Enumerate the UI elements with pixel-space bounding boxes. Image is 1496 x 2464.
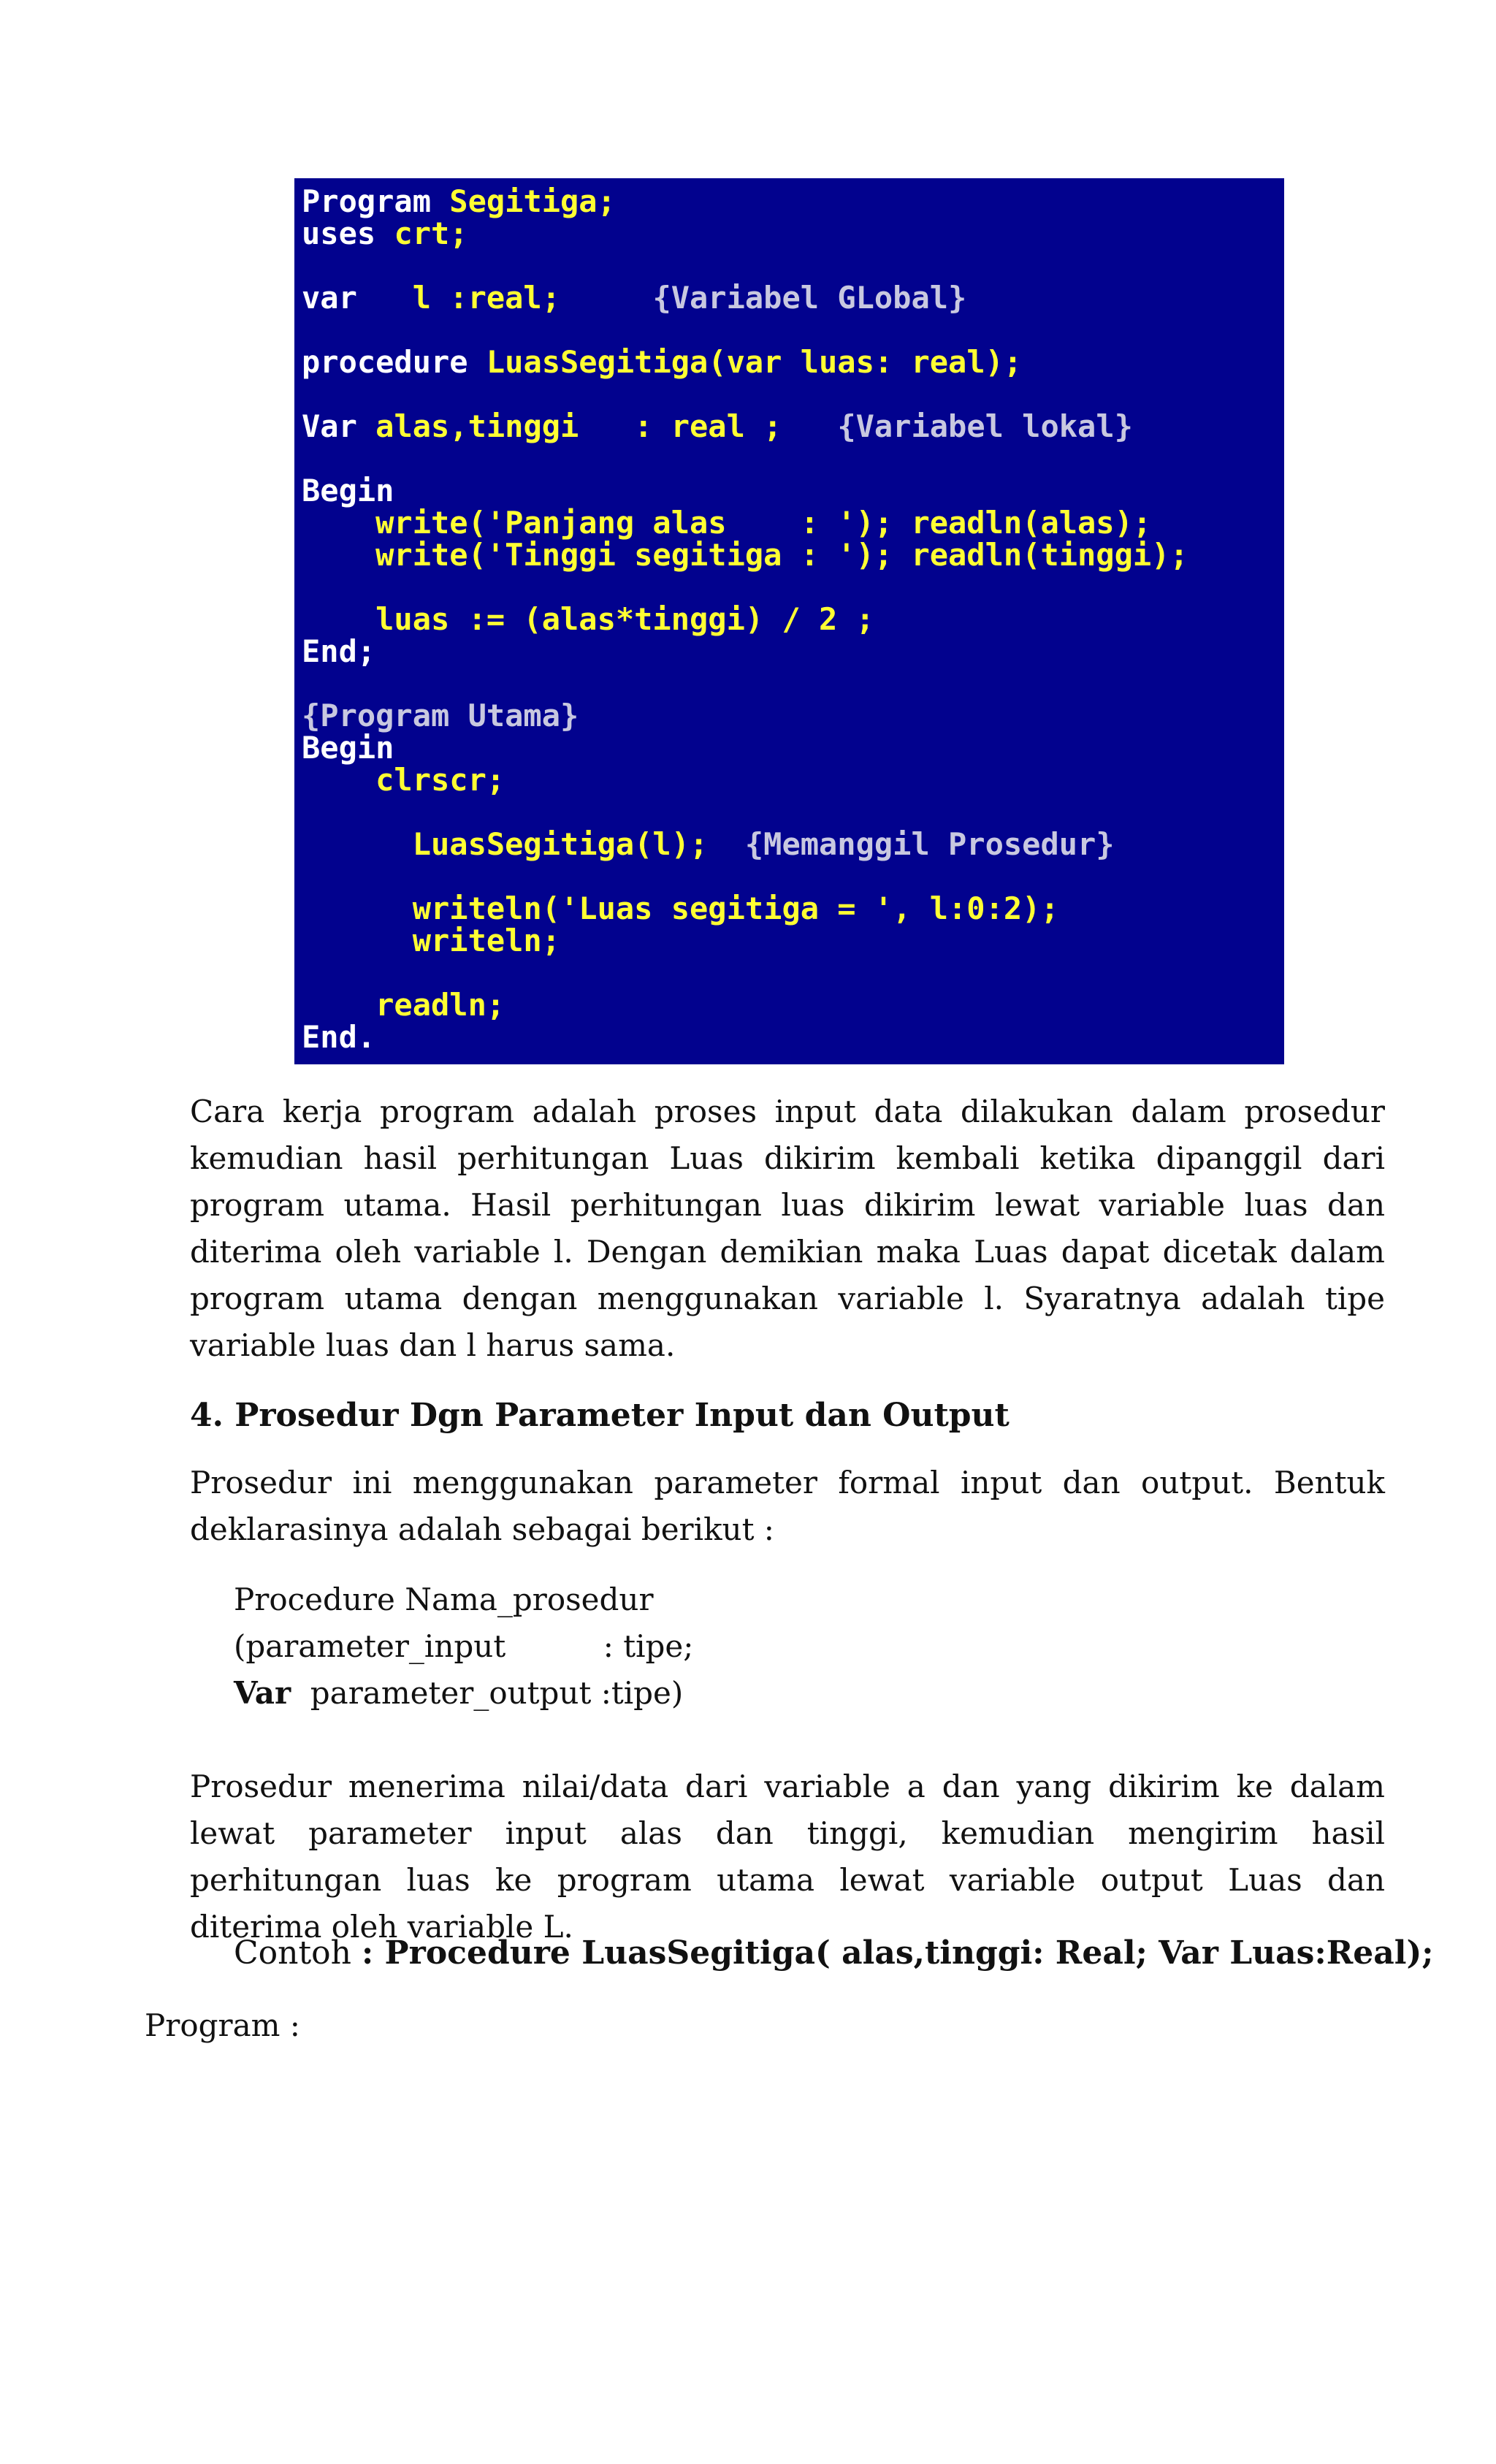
code-identifier: clrscr; xyxy=(302,762,505,798)
code-identifier: readln; xyxy=(302,987,505,1023)
code-keyword: Begin xyxy=(302,473,394,508)
code-line xyxy=(302,601,874,637)
code-identifier: alas,tinggi : real ; xyxy=(375,408,838,444)
code-line xyxy=(302,183,616,219)
code-identifier: l :real; xyxy=(412,280,653,316)
declaration-line-2: (parameter_input : tipe; xyxy=(234,1628,694,1664)
code-line xyxy=(302,730,394,766)
code-keyword: Begin xyxy=(302,730,394,766)
code-comment: {Variabel lokal} xyxy=(837,408,1133,444)
code-line xyxy=(302,698,579,733)
code-keyword: var xyxy=(302,280,413,316)
example-code: : Procedure LuasSegitiga( alas,tinggi: Real; Var Luas:Real); xyxy=(362,1934,1434,1972)
code-line xyxy=(302,762,505,798)
paragraph-description: Prosedur menerima nilai/data dari variable a dan yang dikirim ke dalam lewat parameter input alas dan tinggi, kemudian mengirim hasil perhitungan luas ke program utama lewat variable output Luas dan diterima oleh variable L. xyxy=(190,1769,1385,1945)
code-line xyxy=(302,987,505,1023)
code-line xyxy=(302,344,1022,380)
code-line xyxy=(302,215,468,251)
var-keyword: Var xyxy=(234,1675,291,1711)
declaration-line-3 xyxy=(234,1670,693,1717)
code-identifier: LuasSegitiga(l); xyxy=(302,826,745,862)
code-keyword: uses xyxy=(302,215,394,251)
code-keyword: procedure xyxy=(302,344,486,380)
example-label: Contoh xyxy=(234,1934,362,1972)
code-identifier: Segitiga; xyxy=(449,183,616,219)
code-comment: {Program Utama} xyxy=(302,698,579,733)
code-line xyxy=(302,1019,375,1055)
code-line xyxy=(302,633,375,669)
code-comment: {Memanggil Prosedur} xyxy=(744,826,1115,862)
code-line xyxy=(302,890,1059,926)
code-listing xyxy=(302,183,1284,1055)
code-comment: {Variabel GLobal} xyxy=(652,280,967,316)
procedure-declaration xyxy=(234,1576,693,1717)
code-screenshot xyxy=(294,178,1284,1064)
code-keyword: End. xyxy=(302,1019,376,1055)
code-identifier: writeln; xyxy=(302,923,561,958)
code-identifier: crt; xyxy=(394,215,468,251)
example-line xyxy=(234,1934,1434,1972)
code-keyword: End; xyxy=(302,633,376,669)
code-identifier: luas := (alas*tinggi) / 2 ; xyxy=(302,601,874,637)
code-line xyxy=(302,408,1133,444)
code-keyword: Var xyxy=(302,408,376,444)
code-line xyxy=(302,505,1151,541)
code-line xyxy=(302,473,394,508)
section-heading: 4. Prosedur Dgn Parameter Input dan Output xyxy=(190,1397,1010,1434)
code-identifier: writeln('Luas segitiga = ', l:0:2); xyxy=(302,890,1059,926)
code-line xyxy=(302,923,560,958)
code-line xyxy=(302,280,966,316)
code-identifier: LuasSegitiga(var luas: real); xyxy=(486,344,1023,380)
code-line xyxy=(302,826,1115,862)
paragraph-explanation: Cara kerja program adalah proses input data dilakukan dalam prosedur kemudian hasil perhitungan Luas dikirim kembali ketika dipanggil dari program utama. Hasil perhitungan luas dikirim lewat variable luas dan diterima oleh variable l. Dengan demikian maka Luas dapat dicetak dalam program utama dengan menggunakan variable l. Syaratnya adalah tipe variable luas dan l harus sama. xyxy=(190,1094,1385,1363)
declaration-line-1: Procedure Nama_prosedur xyxy=(234,1582,654,1617)
program-label: Program : xyxy=(145,2007,300,2043)
declaration-line-3-rest: parameter_output :tipe) xyxy=(291,1675,684,1711)
paragraph-intro: Prosedur ini menggunakan parameter formal input dan output. Bentuk deklarasinya adalah sebagai berikut : xyxy=(190,1465,1385,1547)
code-line xyxy=(302,537,1188,573)
code-identifier: write('Tinggi segitiga : '); readln(tinggi); xyxy=(302,537,1188,573)
code-identifier: write('Panjang alas : '); readln(alas); xyxy=(302,505,1152,541)
code-keyword: Program xyxy=(302,183,450,219)
